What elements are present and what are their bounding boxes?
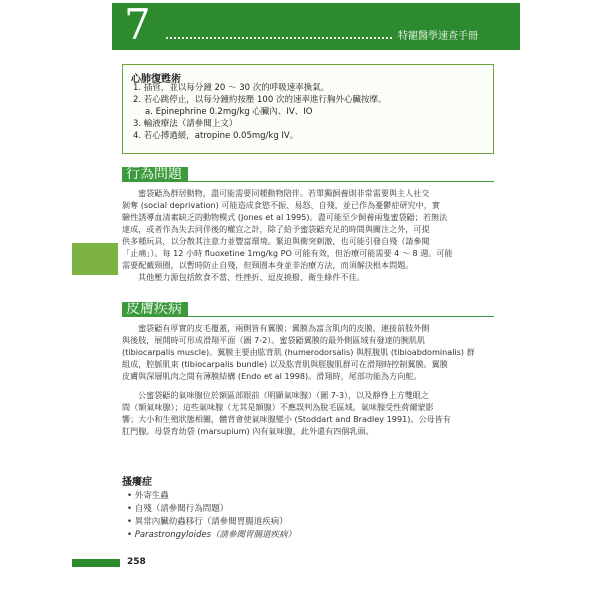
paragraph-line: 需要配戴頸圈，以暫時防止自殘，但頸圈本身並非治療方法，而須解決根本問題。 [122,260,414,270]
paragraph-line: 剝奪 (social deprivation) 可能造成食慾不振、易怒、自殘，並已作為憂鬱症研究中，實 [122,200,440,210]
cpr-step: 1. 插管，並以每分鐘 20 ～ 30 次的呼吸速率換氣。 [133,83,330,93]
cpr-substep: a. Epinephrine 0.2mg/kg 心臟內、IV、IO [145,107,313,117]
book-title: 特寵醫學速查手冊 [398,31,478,42]
chapter-thumb-tab [72,243,118,275]
paragraph-line: 蜜袋鼯有厚實的皮毛覆蓋，兩側皆有翼膜；翼膜為富含肌肉的皮膜，連接前肢外側 [138,323,430,333]
list-item: • 外寄生蟲 [127,491,169,501]
paragraph-line: 「止痛」）。每 12 小時 fluoxetine 1mg/kg PO 可能有效，但治療可能需要 4 ～ 8 週。可能 [122,248,453,258]
chapter-number: 7 [124,0,151,49]
footer-bar [72,559,120,567]
cpr-box-title: 心肺復甦術 [131,74,181,85]
paragraph-line: 與後肢，展開時可形成滑翔平面（圖 7-2）。蜜袋鼯翼膜的最外側區域有發達的腕肌肌 [122,335,426,345]
page-number: 258 [127,557,146,567]
paragraph-line: 響；大小和生殖狀態相關，體背會使氣味腺變小 (Stoddart and Bradley 1991)。公母皆有 [122,414,451,424]
section-heading-behavior: 行為問題 [126,166,182,182]
list-item: • 自殘（請參閱行為問題） [127,504,229,514]
cpr-step: 2. 若心跳停止，以每分鐘約按壓 100 次的速率進行胸外心臟按摩。 [133,95,387,105]
cpr-step: 3. 輸液療法（請參閱上文） [133,119,238,129]
paragraph-line: 供多種玩具，以分散其注意力並豐富環境。緊迫與衝突刺激，也可能引發自殘（請參閱 [122,236,430,246]
paragraph-line: 蜜袋鼯為群居動物，盡可能需要同種動物陪伴。若單獨飼養則非常需要與主人社交 [138,188,430,198]
list-item: • Parastrongyloides（請參閱胃腸道疾病） [127,530,297,540]
paragraph-line: 肛門腺。母袋育幼袋 (marsupium) 內有氣味腺，此外還有四個乳頭。 [122,426,374,436]
paragraph-line: 組成，腔脈肌束 (tibiocarpalis bundle) 以及肱背肌與脛腹肌群可在滑翔時控制翼膜。翼膜 [122,359,448,369]
paragraph-line: (tibiocarpalis muscle)。翼膜主要由肱背肌 (humerodorsalis) 與脛腹肌 (tibioabdominalis) 群 [122,347,475,357]
paragraph-line: 皮膚與深層肌肉之間有薄膜結構 (Endo et al 1998)。滑翔時，尾部功能為方向舵。 [122,371,422,381]
subsection-heading-pruritus: 搔癢症 [122,477,152,488]
section-rule [188,181,494,182]
list-item: • 異常內臟幼蟲移行（請參閱胃腸道疾病） [127,517,288,527]
cpr-step: 4. 若心搏過緩，atropine 0.05mg/kg IV。 [133,131,299,141]
header-dotted-rule [166,37,392,39]
section-heading-skin: 皮膚疾病 [126,301,182,317]
section-rule [188,316,494,317]
paragraph-line: 驗性誘導血清素缺乏的動物模式 (Jones et al 1995)。盡可能至少飼養兩隻蜜袋鼯；若無法 [122,212,448,222]
paragraph-line: 公蜜袋鼯的氣味腺位於額區部眼前（明顯氣味腺）（圖 7-3），以及靜脊上方雙眼之 [138,390,429,400]
paragraph-line: 其他壓力源包括飲食不當、性挫折、逗皮撓撥、衛生條件不佳。 [138,272,365,282]
paragraph-line: 達成，或者作為失去同伴後的權宜之計，除了給予蜜袋鼯充足的時間與關注之外，可提 [122,224,430,234]
paragraph-line: 間（額氣味腺）；這些氣味腺（尤其是額腺）不應誤判為脫毛區域。氣味腺受性荷爾蒙影 [122,402,434,412]
